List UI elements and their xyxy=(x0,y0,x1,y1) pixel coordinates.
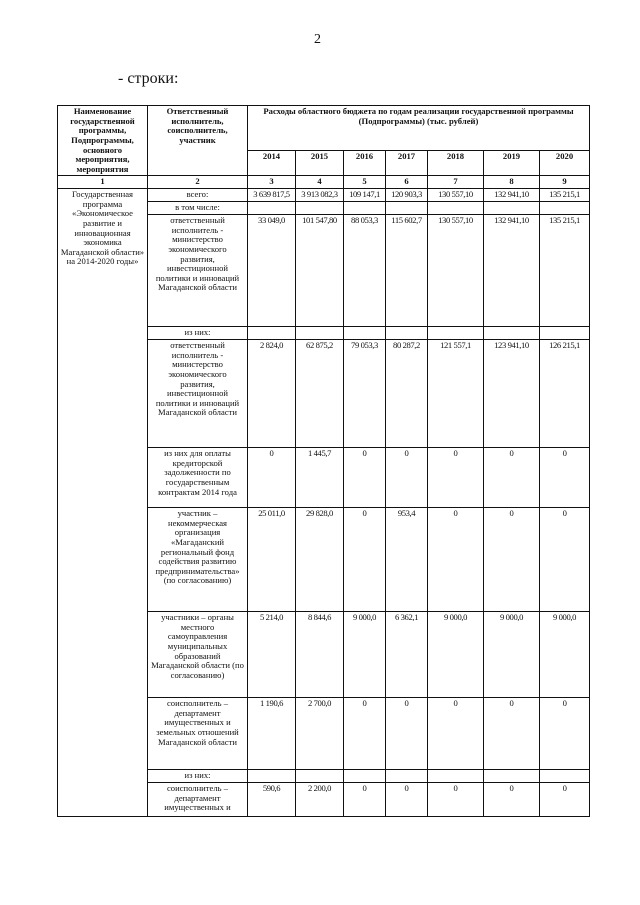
value-cell: 6 362,1 xyxy=(386,612,428,698)
index-row xyxy=(58,176,590,189)
value-cell xyxy=(344,770,386,783)
header-expenses: Расходы областного бюджета по годам реализации государственной программы (Подпрограммы) (тыс. рублей) xyxy=(248,106,590,151)
value-cell: 3 913 082,3 xyxy=(296,189,344,202)
value-cell: 3 639 817,5 xyxy=(248,189,296,202)
year-header: 2017 xyxy=(386,150,428,175)
value-cell: 79 053,3 xyxy=(344,340,386,448)
value-cell: 130 557,10 xyxy=(428,189,484,202)
row-label: участник – некоммерческая организация «Магаданский региональный фонд содействия развитию предпринимательства» (по согласованию) xyxy=(148,508,248,612)
header-program-name: Наименование государственной программы, Подпрограммы, основного мероприятия, мероприятия xyxy=(58,106,148,176)
value-cell: 121 557,1 xyxy=(428,340,484,448)
value-cell: 109 147,1 xyxy=(344,189,386,202)
value-cell: 0 xyxy=(386,783,428,817)
value-cell: 0 xyxy=(428,448,484,508)
value-cell: 9 000,0 xyxy=(344,612,386,698)
value-cell: 0 xyxy=(428,508,484,612)
value-cell xyxy=(248,770,296,783)
intro-text: - строки: xyxy=(118,70,179,87)
value-cell: 0 xyxy=(428,698,484,770)
value-cell: 8 844,6 xyxy=(296,612,344,698)
column-index: 3 xyxy=(248,176,296,189)
header-row xyxy=(58,106,590,151)
value-cell: 126 215,1 xyxy=(540,340,590,448)
value-cell xyxy=(484,327,540,340)
row-label: ответственный исполнитель - министерство экономического развития, инвестиционной политики и инноваций Магаданской области xyxy=(148,215,248,327)
column-index: 2 xyxy=(148,176,248,189)
value-cell: 101 547,80 xyxy=(296,215,344,327)
value-cell xyxy=(428,327,484,340)
value-cell: 0 xyxy=(540,698,590,770)
value-cell xyxy=(296,202,344,215)
value-cell xyxy=(344,327,386,340)
column-index: 6 xyxy=(386,176,428,189)
year-header: 2016 xyxy=(344,150,386,175)
value-cell: 0 xyxy=(248,448,296,508)
value-cell: 80 287,2 xyxy=(386,340,428,448)
value-cell: 33 049,0 xyxy=(248,215,296,327)
value-cell: 132 941,10 xyxy=(484,189,540,202)
table-row xyxy=(58,189,590,202)
value-cell: 0 xyxy=(484,508,540,612)
value-cell xyxy=(540,327,590,340)
column-index: 4 xyxy=(296,176,344,189)
year-header: 2018 xyxy=(428,150,484,175)
value-cell: 130 557,10 xyxy=(428,215,484,327)
value-cell xyxy=(248,202,296,215)
value-cell xyxy=(248,327,296,340)
row-label: соисполнитель – департамент имущественных и xyxy=(148,783,248,817)
value-cell xyxy=(428,770,484,783)
year-header: 2014 xyxy=(248,150,296,175)
value-cell: 25 011,0 xyxy=(248,508,296,612)
value-cell xyxy=(386,202,428,215)
row-label: соисполнитель – департамент имущественных и земельных отношений Магаданской области xyxy=(148,698,248,770)
row-label: из них для оплаты кредиторской задолженности по государственным контрактам 2014 года xyxy=(148,448,248,508)
value-cell xyxy=(484,770,540,783)
value-cell: 0 xyxy=(386,698,428,770)
row-label: ответственный исполнитель - министерство экономического развития, инвестиционной политики и инноваций Магаданской области xyxy=(148,340,248,448)
value-cell: 120 903,3 xyxy=(386,189,428,202)
value-cell: 5 214,0 xyxy=(248,612,296,698)
value-cell: 0 xyxy=(540,783,590,817)
value-cell xyxy=(296,327,344,340)
value-cell: 9 000,0 xyxy=(540,612,590,698)
row-label: всего: xyxy=(148,189,248,202)
value-cell: 1 445,7 xyxy=(296,448,344,508)
value-cell: 0 xyxy=(386,448,428,508)
column-index: 1 xyxy=(58,176,148,189)
value-cell: 0 xyxy=(484,783,540,817)
value-cell: 1 190,6 xyxy=(248,698,296,770)
value-cell xyxy=(540,770,590,783)
header-executor: Ответственный исполнитель, соисполнитель, участник xyxy=(148,106,248,176)
value-cell: 2 824,0 xyxy=(248,340,296,448)
row-label: участники – органы местного самоуправления муниципальных образований Магаданской области (по согласованию) xyxy=(148,612,248,698)
value-cell xyxy=(344,202,386,215)
value-cell: 590,6 xyxy=(248,783,296,817)
column-index: 9 xyxy=(540,176,590,189)
value-cell: 62 875,2 xyxy=(296,340,344,448)
column-index: 7 xyxy=(428,176,484,189)
program-name-cell: Государственная программа «Экономическое развитие и инновационная экономика Магаданской области» на 2014-2020 годы» xyxy=(58,189,148,817)
value-cell xyxy=(540,202,590,215)
value-cell xyxy=(428,202,484,215)
value-cell: 135 215,1 xyxy=(540,189,590,202)
row-label: из них: xyxy=(148,327,248,340)
value-cell: 0 xyxy=(344,698,386,770)
year-header: 2015 xyxy=(296,150,344,175)
column-index: 8 xyxy=(484,176,540,189)
value-cell: 29 828,0 xyxy=(296,508,344,612)
value-cell: 953,4 xyxy=(386,508,428,612)
row-label: из них: xyxy=(148,770,248,783)
value-cell: 0 xyxy=(428,783,484,817)
value-cell: 0 xyxy=(344,783,386,817)
value-cell: 0 xyxy=(540,508,590,612)
value-cell: 0 xyxy=(344,508,386,612)
year-header: 2019 xyxy=(484,150,540,175)
year-header: 2020 xyxy=(540,150,590,175)
value-cell: 0 xyxy=(540,448,590,508)
value-cell xyxy=(386,770,428,783)
value-cell xyxy=(386,327,428,340)
value-cell xyxy=(484,202,540,215)
row-label: в том числе: xyxy=(148,202,248,215)
value-cell xyxy=(296,770,344,783)
value-cell: 2 200,0 xyxy=(296,783,344,817)
value-cell: 0 xyxy=(484,698,540,770)
value-cell: 9 000,0 xyxy=(428,612,484,698)
budget-table xyxy=(57,105,590,817)
value-cell: 0 xyxy=(484,448,540,508)
value-cell: 135 215,1 xyxy=(540,215,590,327)
value-cell: 0 xyxy=(344,448,386,508)
value-cell: 123 941,10 xyxy=(484,340,540,448)
column-index: 5 xyxy=(344,176,386,189)
value-cell: 9 000,0 xyxy=(484,612,540,698)
value-cell: 2 700,0 xyxy=(296,698,344,770)
value-cell: 132 941,10 xyxy=(484,215,540,327)
page-number: 2 xyxy=(314,32,321,47)
value-cell: 115 602,7 xyxy=(386,215,428,327)
value-cell: 88 053,3 xyxy=(344,215,386,327)
